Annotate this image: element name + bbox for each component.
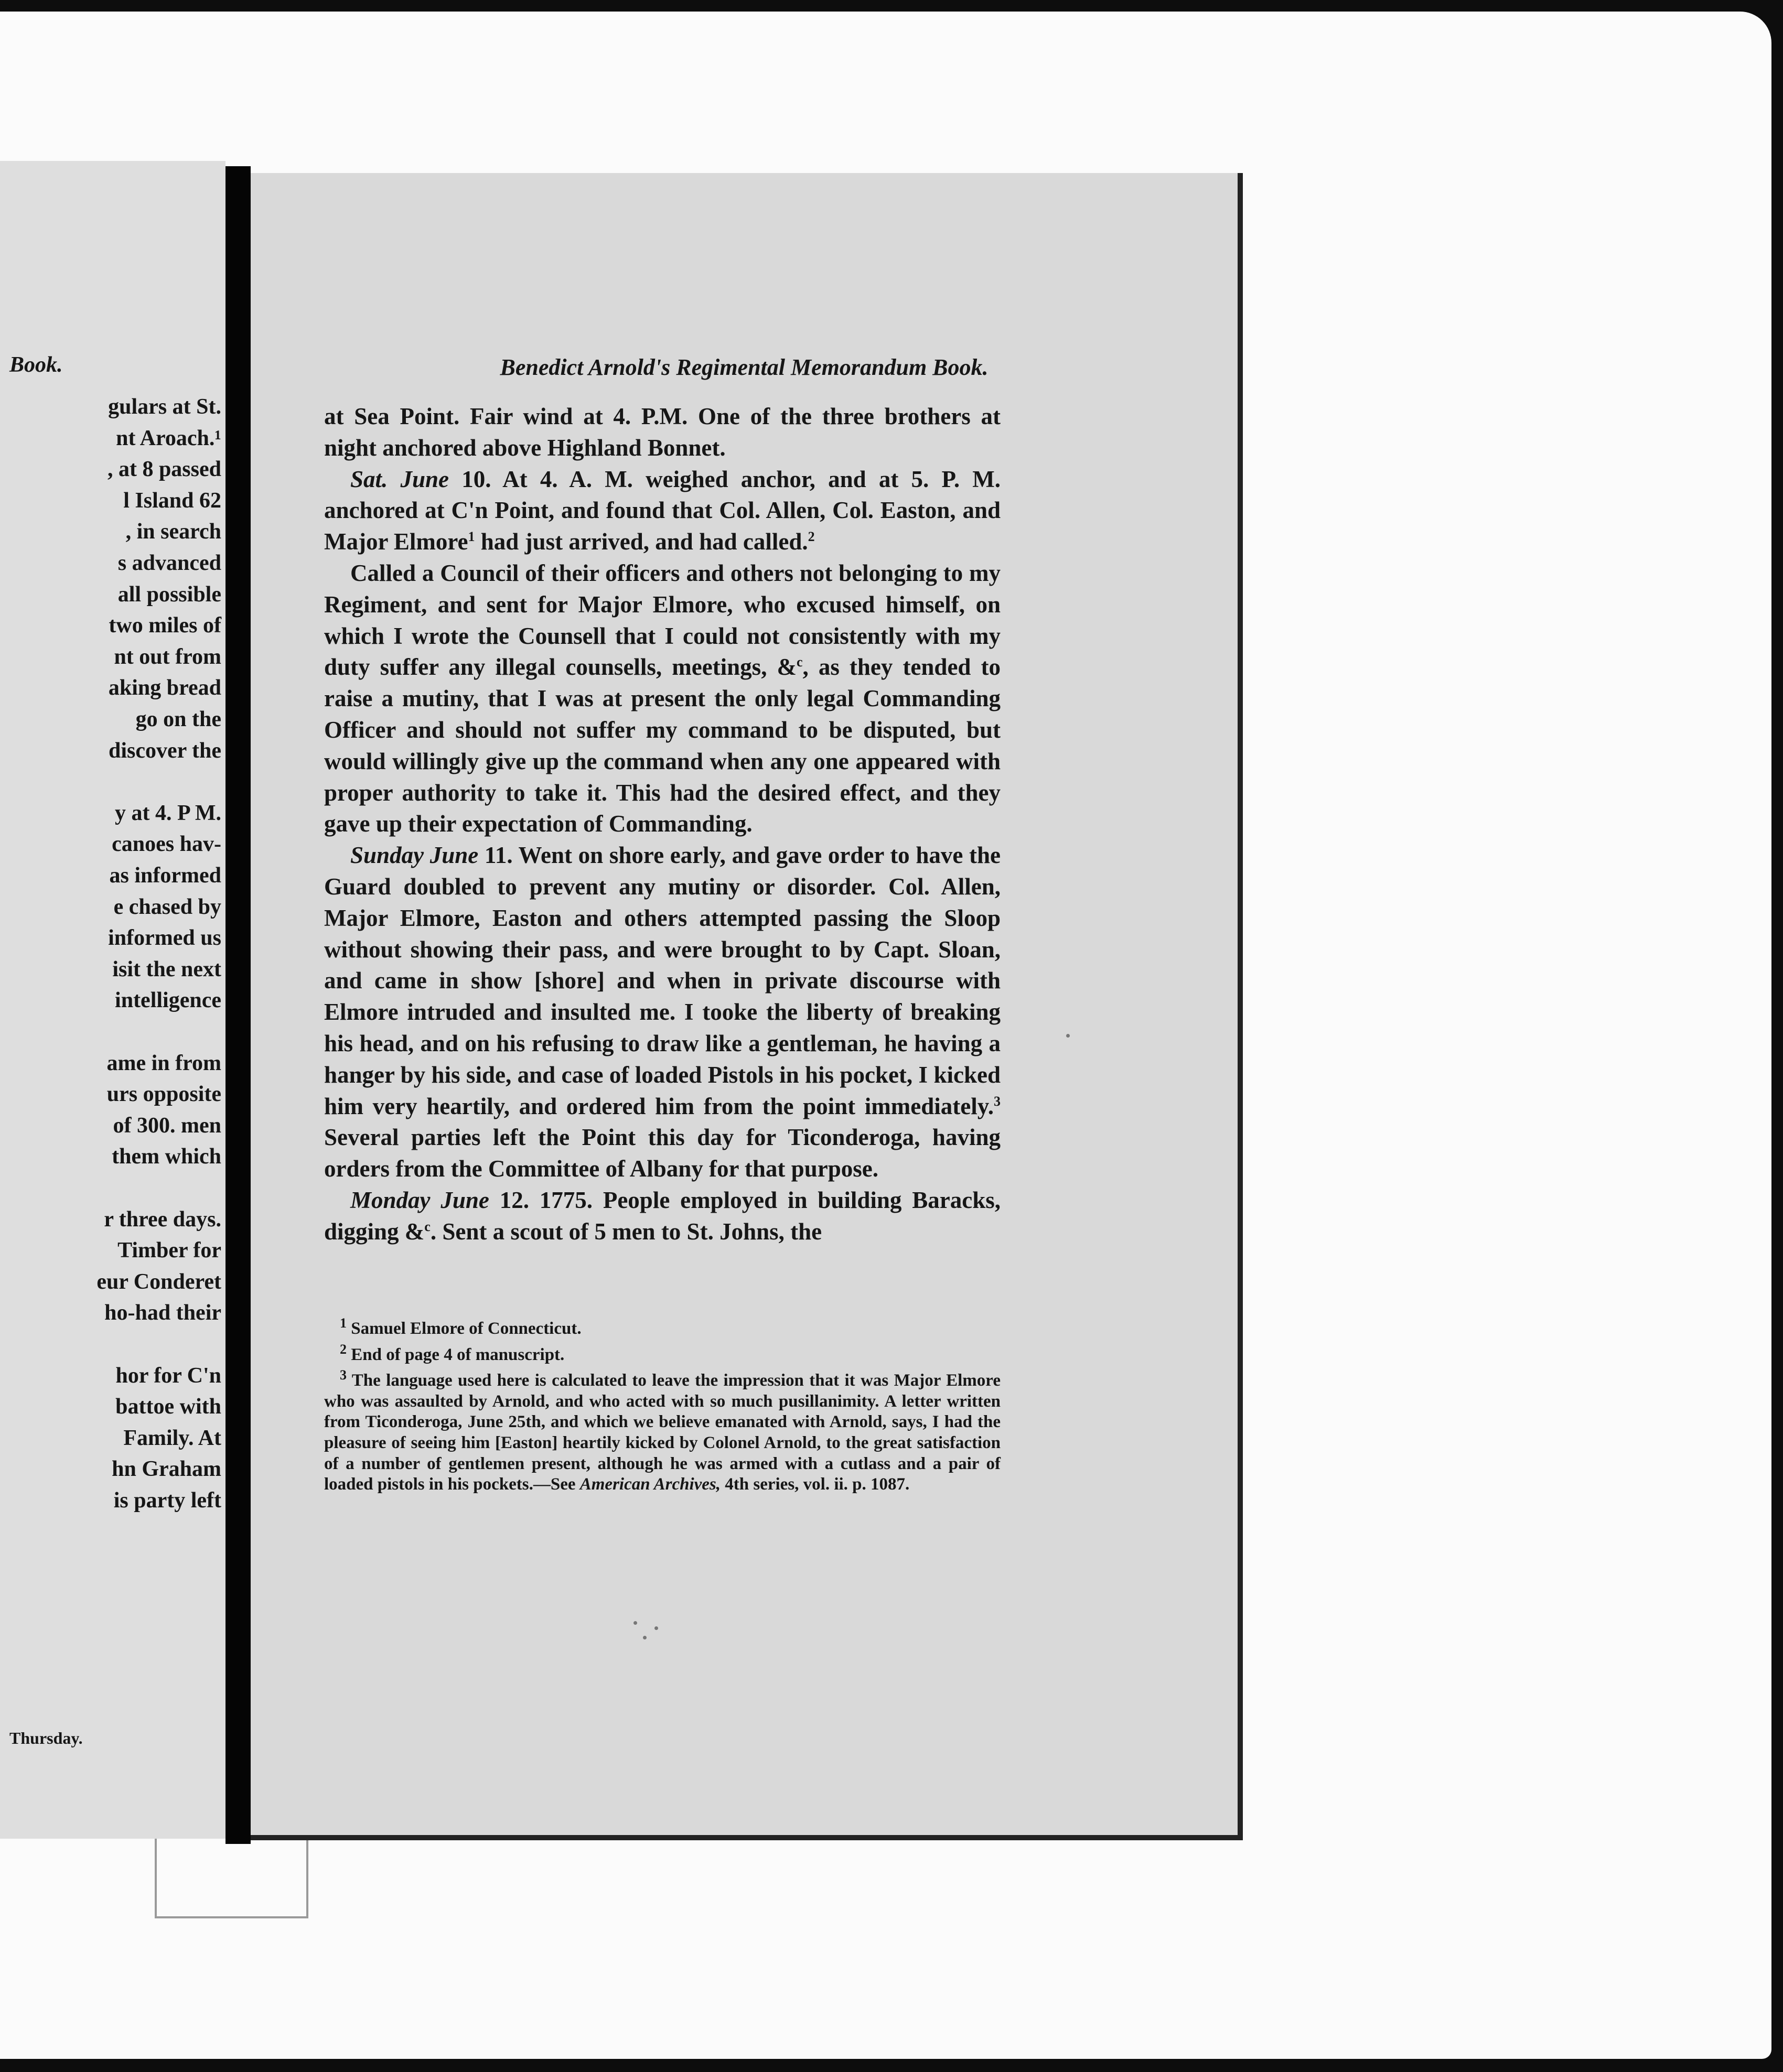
footnotes xyxy=(324,1315,1001,1501)
previous-page-line: ho-had their xyxy=(104,1301,221,1325)
document-page xyxy=(251,173,1243,1840)
previous-page-line: gulars at St. xyxy=(108,395,221,419)
previous-page-line: hn Graham xyxy=(112,1457,221,1482)
previous-page-line: go on the xyxy=(135,707,221,731)
previous-page-line: of 300. men xyxy=(113,1113,221,1138)
book-spine xyxy=(225,166,251,1844)
previous-page-footnote: Thursday. xyxy=(9,1729,83,1747)
previous-page-line: as informed xyxy=(109,864,221,888)
previous-page-line: nt out from xyxy=(114,644,221,669)
footnote-1: $^1$ Samuel Elmore of Connecticut. xyxy=(340,1315,582,1338)
previous-page-line: isit the next xyxy=(112,957,221,981)
scan-speck xyxy=(633,1621,637,1625)
previous-page-line: r three days. xyxy=(104,1207,221,1232)
previous-page-line: Timber for xyxy=(117,1238,221,1263)
previous-page-line: eur Conderet xyxy=(96,1269,221,1294)
scan-speck xyxy=(643,1636,647,1639)
previous-page-line: aking bread xyxy=(108,676,221,700)
entry-date: Monday June xyxy=(350,1186,489,1213)
previous-page-line: s advanced xyxy=(117,551,221,575)
paragraph-1: at Sea Point. Fair wind at 4. P.M. One of the three brothers at night anchored above Highland Bonnet. xyxy=(324,403,1001,461)
previous-page-line: discover the xyxy=(108,738,221,763)
previous-page-line: battoe with xyxy=(115,1395,221,1419)
previous-page-line: is party left xyxy=(113,1488,221,1513)
previous-page-line: informed us xyxy=(108,926,221,951)
previous-page-line: Family. At xyxy=(123,1426,221,1450)
previous-page-line: , at 8 passed xyxy=(107,457,221,482)
footnote-ref: 2 xyxy=(808,529,815,545)
running-head: Benedict Arnold's Regimental Memorandum Book. xyxy=(500,354,989,380)
previous-page-line: , in search xyxy=(125,520,221,544)
previous-page-line: e chased by xyxy=(113,894,221,919)
previous-page-line: hor for C'n xyxy=(115,1363,221,1388)
previous-page-line: them which xyxy=(112,1145,221,1169)
previous-page-line: nt Aroach.¹ xyxy=(116,426,221,450)
footnote-3: $^3$ The language used here is calculated to leave the impression that it was Major Elmore who was assaulted by Arnold, and who acted with so much pusillanimity. A letter written from Ticonderoga, June 25th, and which we believe emanated with Arnold, says, I had the pleasure of seeing him [Easton] heartily kicked by Colonel Arnold, to the great satisfaction of a number of gentlemen present, although he was armed with a cutlass and a pair of loaded pistols in his pockets.—See American Archives, 4th series, vol. ii. p. 1087. xyxy=(324,1367,1001,1494)
page-tab xyxy=(155,1839,308,1918)
scanned-sheet xyxy=(0,12,1771,2059)
body-text xyxy=(324,401,1001,1248)
paragraph-3: Called a Council of their officers and others not belonging to my Regiment, and sent for Major Elmore, who excused himself, on which I wrote the Counsell that I could not consistently with my duty suffer any illegal counsells, meetings, &$^c$, as they tended to raise a mutiny, that I was at present the only legal Commanding Officer and should not suffer my command to be disputed, but would willingly give up the command when any one appeared with proper authority to take it. This had the desired effect, and they gave up their expectation of Commanding. xyxy=(324,559,1001,837)
previous-page-line: l Island 62 xyxy=(123,488,221,513)
previous-page-line: two miles of xyxy=(109,613,221,638)
scan-speck xyxy=(1066,1034,1070,1038)
previous-page-fragment xyxy=(0,161,225,1839)
previous-page-line: ame in from xyxy=(106,1051,221,1075)
footnote-2: $^2$ End of page 4 of manuscript. xyxy=(340,1341,565,1364)
previous-page-line: all possible xyxy=(117,582,221,607)
footnote-ref: 3 xyxy=(994,1093,1001,1109)
paragraph-4: Sunday June 11. Went on shore early, and gave order to have the Guard doubled to prevent any mutiny or disorder. Col. Allen, Major Elmore, Easton and others attempted passing the Sloop without showing their pass, and were brought to by Capt. Sloan, and came in show [shore] and when in private discourse with Elmore intruded and insulted me. I tooke the liberty of breaking his head, and on his refusing to draw like a gentleman, he having a hanger by his side, and case of loaded Pistols in his pocket, I kicked him very heartily, and ordered him from the point immediately.$^3$ Several parties left the Point this day for Ticonderoga, having orders from the Committee of Albany for that purpose. xyxy=(324,842,1001,1182)
scan-speck xyxy=(654,1626,658,1630)
entry-date: Sat. June xyxy=(350,466,449,492)
paragraph-5: Monday June 12. 1775. People employed in building Baracks, digging &$^c$. Sent a scout of 5 men to St. Johns, the xyxy=(324,1186,1001,1245)
previous-page-line: y at 4. P M. xyxy=(115,801,221,825)
entry-date: Sunday June xyxy=(350,842,479,869)
previous-page-header: Book. xyxy=(9,353,63,377)
footnote-ref: 1 xyxy=(468,529,475,545)
paragraph-2: Sat. June 10. At 4. A. M. weighed anchor, and at 5. P. M. anchored at C'n Point, and found that Col. Allen, Col. Easton, and Major Elmore$^1$ had just arrived, and had called.$^2$ xyxy=(324,466,1001,555)
previous-page-line: canoes hav- xyxy=(112,832,221,857)
previous-page-line: urs opposite xyxy=(106,1082,221,1107)
previous-page-line: intelligence xyxy=(115,988,221,1013)
